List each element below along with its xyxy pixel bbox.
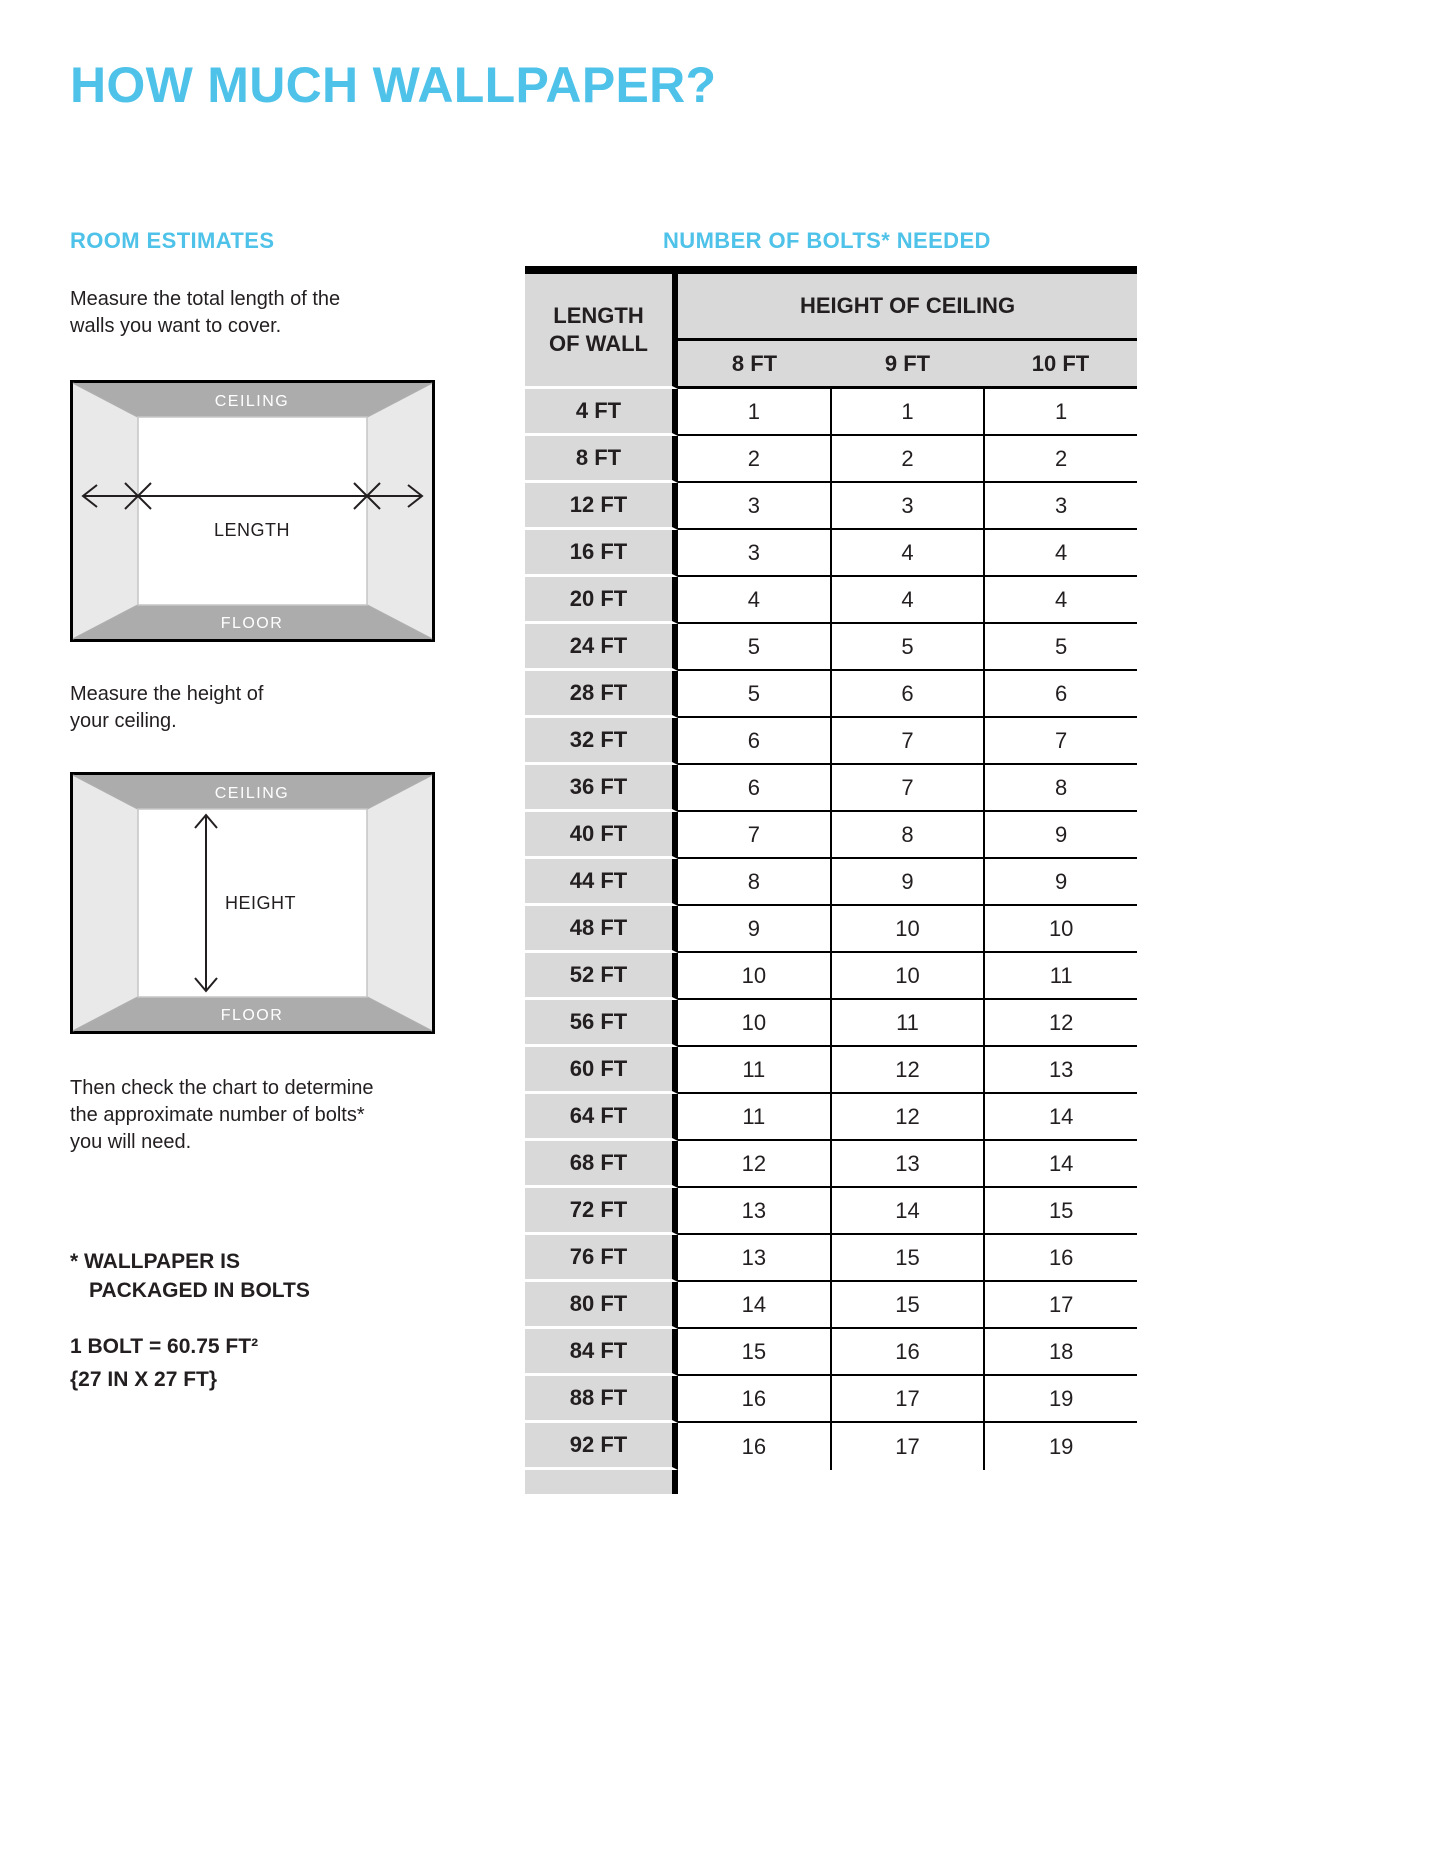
wall-length-label: 76 FT: [525, 1235, 678, 1282]
footnote-line1: * WALLPAPER IS: [70, 1250, 240, 1273]
bolts-10ft-cell: 4: [983, 577, 1137, 624]
bolts-9ft-cell: 4: [830, 530, 984, 577]
bolts-10ft-cell: 17: [983, 1282, 1137, 1329]
wall-length-label: 40 FT: [525, 812, 678, 859]
wall-length-label: 56 FT: [525, 1000, 678, 1047]
wall-length-label: 8 FT: [525, 436, 678, 483]
bolts-10ft-cell: 4: [983, 530, 1137, 577]
bolts-8ft-cell: 6: [678, 765, 830, 812]
bolts-9ft-cell: 10: [830, 906, 984, 953]
bolt-table-body: [525, 389, 1137, 1470]
wall-length-label: 60 FT: [525, 1047, 678, 1094]
wall-length-label: 88 FT: [525, 1376, 678, 1423]
table-row: [525, 1235, 1137, 1282]
length-diagram-svg: [70, 380, 435, 642]
bolts-table: [525, 266, 1137, 1494]
bolts-9ft-cell: 15: [830, 1282, 984, 1329]
table-row: [525, 624, 1137, 671]
bolts-9ft-cell: 2: [830, 436, 984, 483]
bolts-10ft-cell: 5: [983, 624, 1137, 671]
table-row: [525, 1282, 1137, 1329]
bolts-9ft-cell: 14: [830, 1188, 984, 1235]
bolts-10ft-cell: 6: [983, 671, 1137, 718]
table-row: [525, 859, 1137, 906]
bolts-9ft-cell: 11: [830, 1000, 984, 1047]
instruction-check-chart: Then check the chart to determine the approximate number of bolts* you will need.: [70, 1077, 374, 1153]
ceiling-heights-row: [678, 341, 1137, 389]
instruction-measure-height: Measure the height of your ceiling.: [70, 683, 264, 732]
bolts-8ft-cell: 3: [678, 483, 830, 530]
table-row: [525, 1423, 1137, 1470]
bolts-8ft-cell: 5: [678, 624, 830, 671]
bolts-9ft-cell: 1: [830, 389, 984, 436]
bolts-9ft-cell: 12: [830, 1047, 984, 1094]
bolts-10ft-cell: 15: [983, 1188, 1137, 1235]
bolt-size-line1: 1 BOLT = 60.75 FT²: [70, 1335, 259, 1358]
table-row: [525, 530, 1137, 577]
bolts-10ft-cell: 16: [983, 1235, 1137, 1282]
height-of-ceiling-group: [678, 274, 1137, 389]
wall-length-label: 48 FT: [525, 906, 678, 953]
room-estimates-heading: ROOM ESTIMATES: [70, 228, 275, 253]
bolts-8ft-cell: 1: [678, 389, 830, 436]
bolts-8ft-cell: 12: [678, 1141, 830, 1188]
ceiling-text: CEILING: [214, 785, 290, 802]
wall-length-label: 36 FT: [525, 765, 678, 812]
bolts-8ft-cell: 10: [678, 1000, 830, 1047]
bolts-9ft-cell: 10: [830, 953, 984, 1000]
table-row: [525, 1094, 1137, 1141]
bolts-8ft-cell: 7: [678, 812, 830, 859]
bolt-footnote: [70, 1247, 310, 1305]
table-header: [525, 274, 1137, 389]
wall-length-label: 32 FT: [525, 718, 678, 765]
table-footer-strip: [525, 1470, 678, 1494]
bolts-10ft-cell: 7: [983, 718, 1137, 765]
wall-length-label: 64 FT: [525, 1094, 678, 1141]
bolts-10ft-cell: 9: [983, 812, 1137, 859]
floor-text: FLOOR: [220, 1007, 284, 1024]
table-row: [525, 1376, 1137, 1423]
table-row: [525, 953, 1137, 1000]
bolts-10ft-cell: 11: [983, 953, 1137, 1000]
bolts-10ft-cell: 14: [983, 1141, 1137, 1188]
room-height-diagram: [70, 772, 435, 1034]
table-row: [525, 436, 1137, 483]
bolt-size-info: [70, 1330, 258, 1396]
bolts-9ft-cell: 4: [830, 577, 984, 624]
table-row: [525, 1329, 1137, 1376]
bolts-8ft-cell: 14: [678, 1282, 830, 1329]
bolts-9ft-cell: 16: [830, 1329, 984, 1376]
wall-length-label: 80 FT: [525, 1282, 678, 1329]
bolts-8ft-cell: 15: [678, 1329, 830, 1376]
bolts-9ft-cell: 5: [830, 624, 984, 671]
table-row: [525, 1188, 1137, 1235]
bolts-10ft-cell: 18: [983, 1329, 1137, 1376]
col-header-10ft: 10 FT: [1031, 350, 1090, 376]
left-wall: [73, 775, 138, 1031]
length-text: LENGTH: [213, 520, 291, 540]
wall-length-label: 28 FT: [525, 671, 678, 718]
bolts-10ft-cell: 1: [983, 389, 1137, 436]
bolts-8ft-cell: 8: [678, 859, 830, 906]
bolts-10ft-cell: 10: [983, 906, 1137, 953]
bolts-8ft-cell: 6: [678, 718, 830, 765]
table-row: [525, 1000, 1137, 1047]
bolts-10ft-cell: 8: [983, 765, 1137, 812]
bolts-9ft-cell: 7: [830, 718, 984, 765]
right-wall: [367, 383, 432, 639]
instruction-measure-length: Measure the total length of the walls you want to cover.: [70, 288, 341, 337]
left-wall: [73, 383, 138, 639]
bolts-8ft-cell: 3: [678, 530, 830, 577]
length-of-wall-header: LENGTH OF WALL: [525, 274, 678, 389]
page-title: HOW MUCH WALLPAPER?: [70, 57, 717, 113]
bolts-10ft-cell: 3: [983, 483, 1137, 530]
bolts-9ft-cell: 3: [830, 483, 984, 530]
bolts-8ft-cell: 13: [678, 1188, 830, 1235]
bolts-10ft-cell: 13: [983, 1047, 1137, 1094]
room-length-diagram: [70, 380, 435, 642]
wall-length-label: 68 FT: [525, 1141, 678, 1188]
table-row: [525, 906, 1137, 953]
bolts-9ft-cell: 13: [830, 1141, 984, 1188]
bolts-8ft-cell: 5: [678, 671, 830, 718]
ceiling-text: CEILING: [214, 393, 290, 410]
table-row: [525, 1141, 1137, 1188]
bolts-8ft-cell: 9: [678, 906, 830, 953]
back-wall: [138, 417, 367, 605]
bolts-9ft-cell: 17: [830, 1376, 984, 1423]
wall-length-label: 24 FT: [525, 624, 678, 671]
height-of-ceiling-header: HEIGHT OF CEILING: [678, 274, 1137, 341]
table-row: [525, 577, 1137, 624]
bolts-10ft-cell: 9: [983, 859, 1137, 906]
bolts-9ft-cell: 6: [830, 671, 984, 718]
bolts-10ft-cell: 19: [983, 1376, 1137, 1423]
wall-length-label: 16 FT: [525, 530, 678, 577]
wall-length-label: 72 FT: [525, 1188, 678, 1235]
bolts-8ft-cell: 16: [741, 1433, 767, 1459]
wall-length-label: 12 FT: [525, 483, 678, 530]
bolts-8ft-cell: 11: [678, 1094, 830, 1141]
bolts-8ft-cell: 11: [678, 1047, 830, 1094]
bolts-8ft-cell: 2: [678, 436, 830, 483]
bolts-9ft-cell: 8: [830, 812, 984, 859]
bolts-9ft-cell: 12: [830, 1094, 984, 1141]
col-header-9ft: 9 FT: [884, 350, 931, 376]
height-diagram-svg: [70, 772, 435, 1034]
table-row: [525, 812, 1137, 859]
wall-length-label: 92 FT: [525, 1423, 678, 1470]
bolts-8ft-cell: 10: [678, 953, 830, 1000]
wall-length-label: 4 FT: [525, 389, 678, 436]
table-top-rule: [525, 266, 1137, 274]
table-row: [525, 718, 1137, 765]
col-header-8ft: 8 FT: [731, 350, 778, 376]
bolts-9ft-cell: 7: [830, 765, 984, 812]
bolts-9ft-cell: 17: [830, 1423, 984, 1470]
table-row: [525, 389, 1137, 436]
table-row: [525, 1047, 1137, 1094]
height-text: HEIGHT: [225, 893, 297, 913]
bolts-9ft-cell: 15: [830, 1235, 984, 1282]
bolts-9ft-cell: 9: [830, 859, 984, 906]
bolts-10ft-cell: 14: [983, 1094, 1137, 1141]
table-row: [525, 765, 1137, 812]
right-wall: [367, 775, 432, 1031]
bolts-10ft-cell: 12: [983, 1000, 1137, 1047]
wall-length-label: 20 FT: [525, 577, 678, 624]
table-row: [525, 483, 1137, 530]
wall-length-label: 84 FT: [525, 1329, 678, 1376]
floor-text: FLOOR: [220, 615, 284, 632]
wall-length-label: 52 FT: [525, 953, 678, 1000]
bolts-10ft-cell: 2: [983, 436, 1137, 483]
bolts-10ft-cell: 19: [983, 1423, 1137, 1470]
table-row: [525, 671, 1137, 718]
footnote-line2: PACKAGED IN BOLTS: [89, 1279, 310, 1302]
bolts-8ft-cell: 4: [678, 577, 830, 624]
bolts-8ft-cell: 16: [678, 1376, 830, 1423]
bolt-size-line2: {27 IN X 27 FT}: [70, 1368, 218, 1391]
bolts-needed-heading: NUMBER OF BOLTS* NEEDED: [663, 228, 991, 253]
wall-length-label: 44 FT: [525, 859, 678, 906]
bolts-8ft-cell: 13: [678, 1235, 830, 1282]
